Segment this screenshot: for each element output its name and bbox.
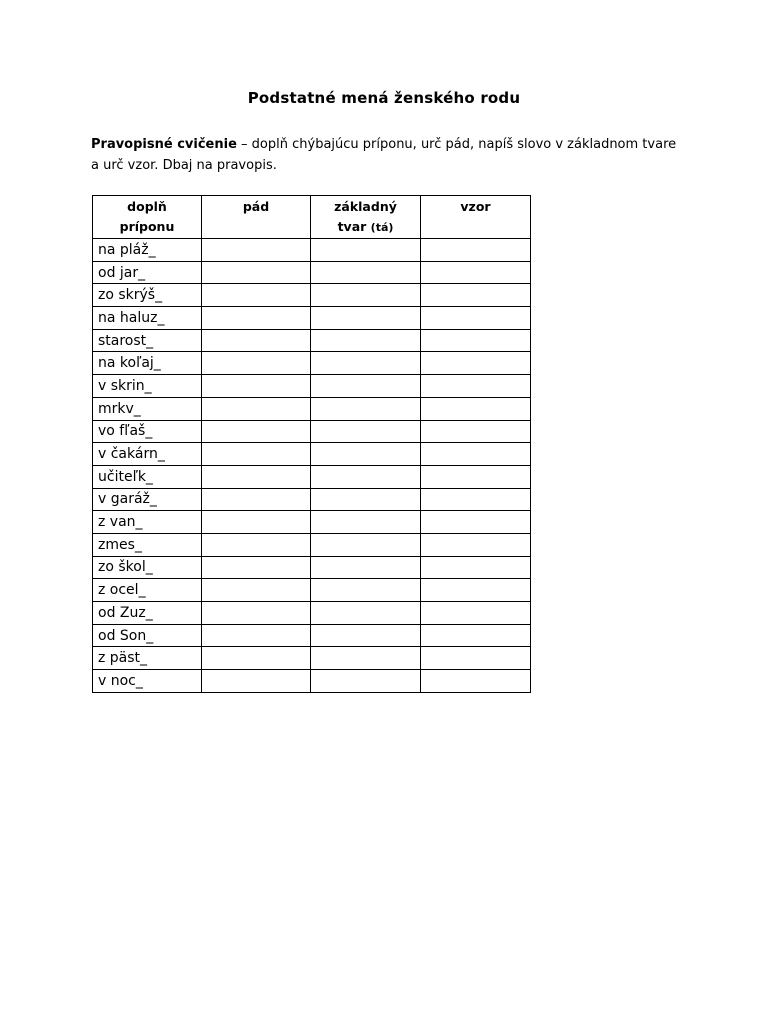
table-row [93, 284, 531, 307]
case-cell[interactable] [202, 533, 311, 556]
pattern-cell[interactable] [421, 261, 531, 284]
table-row [93, 556, 531, 579]
pattern-cell[interactable] [421, 443, 531, 466]
table-row [93, 397, 531, 420]
word-cell: zo škol_ [93, 556, 202, 579]
table-row [93, 329, 531, 352]
header-suffix-line2: príponu [119, 219, 175, 234]
table-header-row [93, 196, 531, 239]
case-cell[interactable] [202, 579, 311, 602]
table-row [93, 352, 531, 375]
case-cell[interactable] [202, 397, 311, 420]
word-cell: na koľaj_ [93, 352, 202, 375]
table-row [93, 420, 531, 443]
table-row [93, 579, 531, 602]
word-cell: učiteľk_ [93, 465, 202, 488]
base-form-cell[interactable] [311, 556, 421, 579]
case-cell[interactable] [202, 511, 311, 534]
base-form-cell[interactable] [311, 670, 421, 693]
case-cell[interactable] [202, 239, 311, 262]
header-base-form-line2: tvar [337, 219, 367, 234]
table-row [93, 670, 531, 693]
page-title: Podstatné mená ženského rodu [247, 89, 521, 107]
base-form-cell[interactable] [311, 329, 421, 352]
word-cell: v čakárn_ [93, 443, 202, 466]
case-cell[interactable] [202, 352, 311, 375]
base-form-cell[interactable] [311, 465, 421, 488]
header-base-form-note: (tá) [370, 221, 394, 234]
pattern-cell[interactable] [421, 465, 531, 488]
base-form-cell[interactable] [311, 511, 421, 534]
case-cell[interactable] [202, 329, 311, 352]
pattern-cell[interactable] [421, 670, 531, 693]
case-cell[interactable] [202, 670, 311, 693]
word-cell: v noc_ [93, 670, 202, 693]
word-cell: od Zuz_ [93, 602, 202, 625]
case-cell[interactable] [202, 465, 311, 488]
pattern-cell[interactable] [421, 511, 531, 534]
instructions-paragraph [91, 134, 681, 176]
header-case [202, 196, 311, 239]
base-form-cell[interactable] [311, 375, 421, 398]
case-cell[interactable] [202, 488, 311, 511]
base-form-cell[interactable] [311, 239, 421, 262]
table-row [93, 375, 531, 398]
base-form-cell[interactable] [311, 443, 421, 466]
base-form-cell[interactable] [311, 352, 421, 375]
base-form-cell[interactable] [311, 307, 421, 330]
pattern-cell[interactable] [421, 488, 531, 511]
base-form-cell[interactable] [311, 647, 421, 670]
table-row [93, 602, 531, 625]
base-form-cell[interactable] [311, 533, 421, 556]
word-cell: mrkv_ [93, 397, 202, 420]
word-cell: v skrin_ [93, 375, 202, 398]
pattern-cell[interactable] [421, 375, 531, 398]
case-cell[interactable] [202, 284, 311, 307]
case-cell[interactable] [202, 261, 311, 284]
instructions-text: – doplň chýbajúcu príponu, urč pád, napíš slovo v základnom tvare a urč vzor. Dbaj na pravopis. [91, 137, 677, 173]
instructions-lead: Pravopisné cvičenie [91, 137, 237, 152]
table-row [93, 239, 531, 262]
table-row [93, 511, 531, 534]
table-body [93, 239, 531, 693]
base-form-cell[interactable] [311, 579, 421, 602]
pattern-cell[interactable] [421, 307, 531, 330]
pattern-cell[interactable] [421, 239, 531, 262]
pattern-cell[interactable] [421, 284, 531, 307]
header-base-form-line1: základný [334, 199, 397, 214]
header-case-label: pád [242, 199, 270, 214]
word-cell: z ocel_ [93, 579, 202, 602]
pattern-cell[interactable] [421, 397, 531, 420]
pattern-cell[interactable] [421, 647, 531, 670]
base-form-cell[interactable] [311, 624, 421, 647]
case-cell[interactable] [202, 624, 311, 647]
exercise-table [92, 195, 531, 693]
table-row [93, 533, 531, 556]
header-pattern-label: vzor [460, 199, 491, 214]
pattern-cell[interactable] [421, 624, 531, 647]
case-cell[interactable] [202, 556, 311, 579]
header-base-form [311, 196, 421, 239]
table-row [93, 261, 531, 284]
header-suffix [93, 196, 202, 239]
pattern-cell[interactable] [421, 420, 531, 443]
pattern-cell[interactable] [421, 602, 531, 625]
pattern-cell[interactable] [421, 533, 531, 556]
base-form-cell[interactable] [311, 284, 421, 307]
header-suffix-line1: doplň [127, 199, 167, 214]
word-cell: zmes_ [93, 533, 202, 556]
case-cell[interactable] [202, 307, 311, 330]
word-cell: vo fľaš_ [93, 420, 202, 443]
case-cell[interactable] [202, 443, 311, 466]
base-form-cell[interactable] [311, 261, 421, 284]
table-row [93, 307, 531, 330]
table-row [93, 465, 531, 488]
case-cell[interactable] [202, 602, 311, 625]
header-pattern [421, 196, 531, 239]
table-row [93, 488, 531, 511]
pattern-cell[interactable] [421, 556, 531, 579]
base-form-cell[interactable] [311, 488, 421, 511]
case-cell[interactable] [202, 375, 311, 398]
case-cell[interactable] [202, 420, 311, 443]
word-cell: z päst_ [93, 647, 202, 670]
word-cell: v garáž_ [93, 488, 202, 511]
pattern-cell[interactable] [421, 579, 531, 602]
table-row [93, 647, 531, 670]
pattern-cell[interactable] [421, 352, 531, 375]
case-cell[interactable] [202, 647, 311, 670]
table-row [93, 624, 531, 647]
base-form-cell[interactable] [311, 602, 421, 625]
word-cell: zo skrýš_ [93, 284, 202, 307]
word-cell: od jar_ [93, 261, 202, 284]
word-cell: od Son_ [93, 624, 202, 647]
word-cell: z van_ [93, 511, 202, 534]
pattern-cell[interactable] [421, 329, 531, 352]
word-cell: starost_ [93, 329, 202, 352]
table-row [93, 443, 531, 466]
word-cell: na pláž_ [93, 239, 202, 262]
word-cell: na haluz_ [93, 307, 202, 330]
base-form-cell[interactable] [311, 397, 421, 420]
base-form-cell[interactable] [311, 420, 421, 443]
